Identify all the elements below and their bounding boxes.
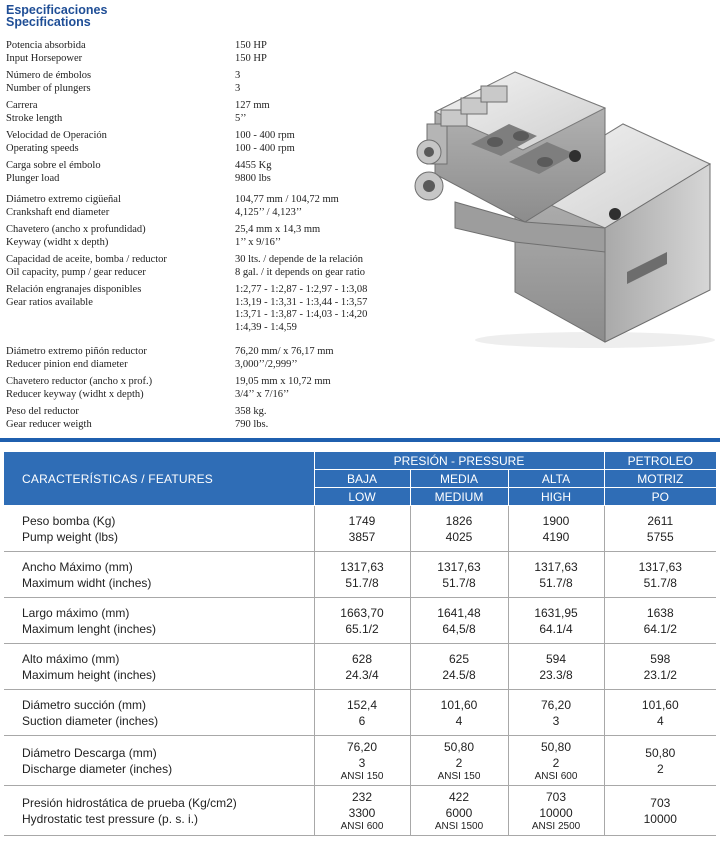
spec-value-line: 790 lbs. [235, 418, 269, 430]
pressure-header: PRESIÓN - PRESSURE [314, 452, 604, 470]
spec-value-line: 358 kg. [235, 406, 267, 417]
cell-value: 24.3/4 [345, 667, 379, 682]
cell-value: 1317,63 [437, 559, 481, 574]
table-cell [410, 598, 508, 644]
spec-label [6, 406, 230, 431]
cell-value: 1317,63 [340, 559, 384, 574]
spec-label-line: Potencia absorbida [6, 40, 86, 51]
row-label-line: Hydrostatic test pressure (p. s. i.) [22, 811, 199, 826]
spec-value-line: 76,20 mm/ x 76,17 mm [235, 346, 334, 357]
table-cell [508, 644, 604, 690]
spec-value-line: 25,4 mm x 14,3 mm [235, 224, 321, 235]
spec-value [235, 130, 415, 155]
spec-label-line: Chavetero reductor (ancho x prof.) [6, 376, 153, 387]
spec-value [235, 40, 415, 65]
cell-value: 5755 [646, 529, 674, 544]
table-cell [410, 690, 508, 736]
row-label-line: Maximum height (inches) [22, 667, 157, 682]
spec-label [6, 254, 230, 279]
row-label-line: Maximum lenght (inches) [22, 621, 157, 636]
spec-value-line: 100 - 400 rpm [235, 142, 295, 154]
cell-value: 6 [358, 713, 366, 728]
spec-label [6, 160, 230, 185]
cell-value: 50,80 [443, 740, 475, 754]
cell-value: 23.1/2 [643, 667, 677, 682]
table-cell [314, 644, 410, 690]
table-row [4, 598, 716, 644]
cell-value: 2 [656, 761, 664, 776]
cell-value: 64,5/8 [442, 621, 476, 636]
row-label-line: Diámetro succión (mm) [22, 697, 147, 712]
table-row [4, 690, 716, 736]
table-row [4, 786, 716, 836]
spec-value [235, 194, 415, 219]
cell-value: 594 [546, 651, 567, 666]
row-label [4, 736, 314, 786]
cell-value: 3 [552, 713, 560, 728]
spec-value-line: 4,125’’ / 4,123’’ [235, 206, 303, 218]
cell-value: 4 [656, 713, 664, 728]
col-baja: BAJA [314, 470, 410, 488]
cell-value: 1631,95 [534, 605, 578, 620]
col-low: LOW [314, 488, 410, 506]
cell-ansi-rating: ANSI 150 [437, 771, 481, 782]
spec-value-line: 1:2,77 - 1:2,87 - 1:2,97 - 1:3,08 [235, 284, 368, 295]
table-cell [508, 690, 604, 736]
spec-value-line: 5’’ [235, 112, 247, 124]
row-label-line: Suction diameter (inches) [22, 713, 159, 728]
cell-value: 703 [546, 790, 567, 804]
table-cell [314, 690, 410, 736]
table-row [4, 506, 716, 552]
col-media: MEDIA [410, 470, 508, 488]
col-alta: ALTA [508, 470, 604, 488]
spec-value-line: 4455 Kg [235, 160, 272, 171]
row-label [4, 552, 314, 598]
spec-label [6, 346, 230, 371]
cell-value: 50,80 [645, 745, 676, 760]
spec-value-line: 100 - 400 rpm [235, 130, 295, 141]
table-cell [410, 786, 508, 836]
table-cell [410, 644, 508, 690]
spec-value [235, 224, 415, 249]
spec-value [235, 346, 415, 371]
cell-value: 2 [455, 756, 463, 770]
spec-value [235, 160, 415, 185]
cell-value: 3857 [348, 529, 376, 544]
spec-value [235, 376, 415, 401]
table-cell [604, 786, 716, 836]
table-row [4, 736, 716, 786]
table-cell [314, 786, 410, 836]
section-divider [0, 438, 720, 442]
cell-value: 64.1/2 [643, 621, 677, 636]
spec-label-line: Chavetero (ancho x profundidad) [6, 224, 146, 235]
spec-label [6, 70, 230, 95]
petroleo-header-1: PETROLEO [604, 452, 716, 470]
cell-value: 64.1/4 [539, 621, 573, 636]
petroleo-header-2: MOTRIZ [604, 470, 716, 488]
table-cell [314, 552, 410, 598]
spec-value-line: 9800 lbs [235, 172, 271, 184]
col-high: HIGH [508, 488, 604, 506]
spec-label [6, 194, 230, 219]
table-cell [604, 690, 716, 736]
table-cell [604, 552, 716, 598]
title-es: Especificaciones [6, 3, 108, 17]
spec-value-line: 1:4,39 - 1:4,59 [235, 321, 297, 333]
table-cell [508, 736, 604, 786]
cell-value: 2 [552, 756, 560, 770]
spec-label-line: Operating speeds [6, 142, 79, 154]
cell-value: 703 [650, 795, 671, 810]
spec-label [6, 224, 230, 249]
spec-value-line: 1:3,71 - 1:3,87 - 1:4,03 - 1:4,20 [235, 309, 368, 321]
cell-value: 24.5/8 [442, 667, 476, 682]
spec-label-line: Reducer pinion end diameter [6, 358, 128, 370]
spec-label-line: Keyway (widht x depth) [6, 236, 109, 248]
table-row [4, 644, 716, 690]
table-cell [314, 506, 410, 552]
cell-value: 1638 [646, 605, 674, 620]
cell-value: 4190 [542, 529, 570, 544]
spec-label [6, 100, 230, 125]
row-label [4, 506, 314, 552]
table-cell [508, 552, 604, 598]
table-cell [604, 598, 716, 644]
cell-value: 101,60 [440, 697, 478, 712]
spec-value [235, 70, 415, 95]
title-en: Specifications [6, 15, 91, 29]
cell-value: 1317,63 [638, 559, 682, 574]
cell-value: 1900 [542, 513, 570, 528]
row-label-line: Discharge diameter (inches) [22, 761, 173, 776]
spec-value-line: 3 [235, 70, 241, 81]
spec-label-line: Carga sobre el émbolo [6, 160, 101, 171]
spec-label-line: Velocidad de Operación [6, 130, 107, 141]
table-cell [410, 552, 508, 598]
spec-label [6, 376, 230, 401]
spec-value-line: 30 lts. / depende de la relación [235, 254, 363, 265]
row-label-line: Diámetro Descarga (mm) [22, 745, 157, 760]
spec-label-line: Número de émbolos [6, 70, 92, 81]
cell-value: 76,20 [346, 740, 378, 754]
cell-value: 76,20 [541, 697, 572, 712]
cell-ansi-rating: ANSI 2500 [531, 821, 581, 832]
spec-value-line: 150 HP [235, 40, 267, 51]
spec-value-line: 3,000’’/2,999’’ [235, 358, 298, 370]
features-header: CARACTERÍSTICAS / FEATURES [4, 452, 314, 506]
cell-value: 1826 [445, 513, 473, 528]
spec-value-line: 3/4’’ x 7/16’’ [235, 388, 290, 400]
table-cell [314, 598, 410, 644]
cell-value: 65.1/2 [345, 621, 379, 636]
cell-value: 6000 [445, 806, 473, 820]
cell-value: 422 [448, 790, 470, 804]
spec-label-line: Stroke length [6, 112, 63, 124]
table-cell [508, 506, 604, 552]
spec-value [235, 406, 415, 431]
features-table [4, 452, 716, 836]
section-title [6, 4, 107, 28]
spec-value-line: 127 mm [235, 100, 270, 111]
row-label [4, 786, 314, 836]
spec-value [235, 100, 415, 125]
row-label-line: Alto máximo (mm) [22, 651, 120, 666]
spec-label [6, 284, 230, 309]
spec-value-line: 3 [235, 82, 241, 94]
cell-ansi-rating: ANSI 1500 [434, 821, 484, 832]
cell-value: 50,80 [541, 740, 572, 754]
table-cell [410, 736, 508, 786]
spec-label-line: Gear ratios available [6, 296, 93, 308]
cell-value: 51.7/8 [442, 575, 476, 590]
spec-label-line: Number of plungers [6, 82, 91, 94]
row-label-line: Maximum widht (inches) [22, 575, 152, 590]
cell-value: 4 [455, 713, 463, 728]
row-label [4, 690, 314, 736]
spec-value-line: 1’’ x 9/16’’ [235, 236, 282, 248]
spec-label-line: Diámetro extremo piñón reductor [6, 346, 147, 357]
cell-value: 598 [650, 651, 671, 666]
cell-ansi-rating: ANSI 600 [534, 771, 578, 782]
cell-value: 51.7/8 [345, 575, 379, 590]
spec-label-line: Crankshaft end diameter [6, 206, 110, 218]
spec-label-line: Reducer keyway (widht x depth) [6, 388, 144, 400]
spec-label-line: Oil capacity, pump / gear reducer [6, 266, 146, 278]
row-label [4, 598, 314, 644]
cell-value: 51.7/8 [643, 575, 677, 590]
table-cell [314, 736, 410, 786]
row-label-line: Peso bomba (Kg) [22, 513, 116, 528]
table-cell [604, 644, 716, 690]
cell-value: 10000 [643, 811, 677, 826]
cell-value: 1749 [348, 513, 376, 528]
cell-value: 1663,70 [340, 605, 384, 620]
cell-ansi-rating: ANSI 600 [340, 821, 384, 832]
row-label [4, 644, 314, 690]
pump-image [405, 52, 717, 352]
cell-value: 101,60 [641, 697, 679, 712]
table-cell [508, 786, 604, 836]
row-label-line: Largo máximo (mm) [22, 605, 130, 620]
spec-value [235, 254, 415, 279]
spec-label-line: Carrera [6, 100, 38, 111]
spec-label-line: Relación engranajes disponibles [6, 284, 142, 295]
cell-value: 1317,63 [534, 559, 578, 574]
spec-value-line: 150 HP [235, 52, 267, 64]
row-label-line: Presión hidrostática de prueba (Kg/cm2) [22, 795, 237, 810]
spec-label [6, 130, 230, 155]
cell-value: 2611 [647, 513, 674, 528]
cell-value: 1641,48 [437, 605, 481, 620]
row-label-line: Ancho Máximo (mm) [22, 559, 133, 574]
table-cell [604, 736, 716, 786]
petroleo-header-3: PO [604, 488, 716, 506]
spec-label-line: Diámetro extremo cigüeñal [6, 194, 121, 205]
spec-label-line: Peso del reductor [6, 406, 79, 417]
cell-value: 51.7/8 [539, 575, 573, 590]
spec-value [235, 284, 415, 334]
cell-value: 628 [351, 651, 373, 666]
cell-value: 10000 [539, 806, 573, 820]
table-row [4, 552, 716, 598]
cell-value: 4025 [445, 529, 473, 544]
spec-value-line: 19,05 mm x 10,72 mm [235, 376, 331, 387]
cell-value: 232 [351, 790, 373, 804]
spec-label-line: Input Horsepower [6, 52, 83, 64]
cell-value: 23.3/8 [539, 667, 573, 682]
spec-value-line: 1:3,19 - 1:3,31 - 1:3,44 - 1:3,57 [235, 296, 368, 308]
cell-value: 3300 [348, 806, 376, 820]
table-cell [508, 598, 604, 644]
col-medium: MEDIUM [410, 488, 508, 506]
row-label-line: Pump weight (lbs) [22, 529, 119, 544]
cell-value: 3 [358, 756, 366, 770]
spec-label-line: Plunger load [6, 172, 60, 184]
table-cell [604, 506, 716, 552]
spec-value-line: 8 gal. / it depends on gear ratio [235, 266, 366, 278]
cell-ansi-rating: ANSI 150 [340, 771, 384, 782]
cell-value: 152,4 [346, 697, 378, 712]
spec-label-line: Gear reducer weigth [6, 418, 92, 430]
spec-label-line: Capacidad de aceite, bomba / reductor [6, 254, 167, 265]
cell-value: 625 [448, 651, 470, 666]
table-cell [410, 506, 508, 552]
spec-value-line: 104,77 mm / 104,72 mm [235, 194, 339, 205]
spec-label [6, 40, 230, 65]
